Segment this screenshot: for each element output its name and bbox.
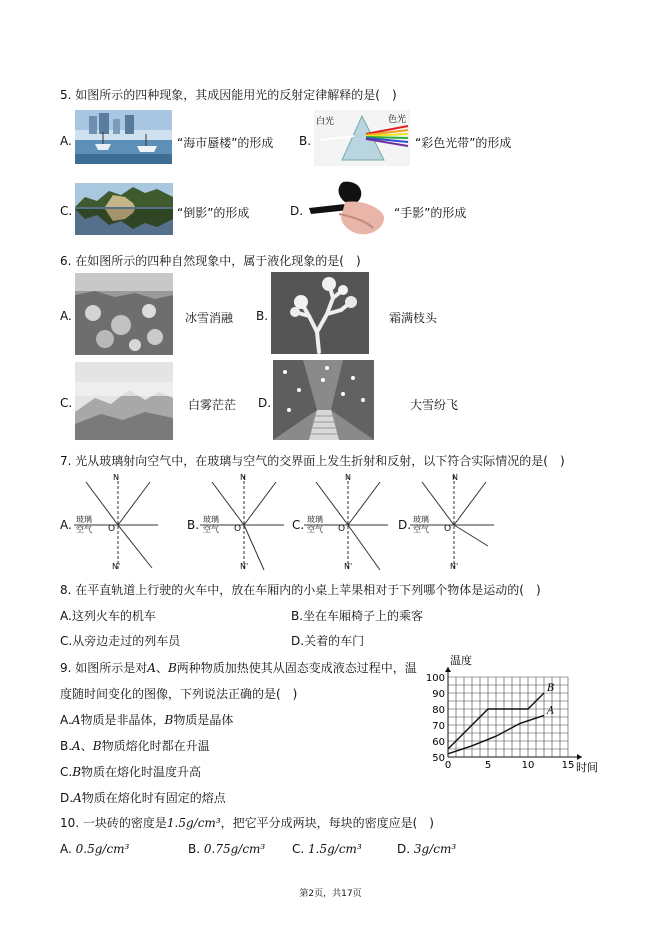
q8-option-c — [60, 632, 180, 649]
q10-c-letter: C. — [292, 842, 305, 856]
q9-d-var1: A — [73, 791, 82, 805]
q10-a-text: 0.5g/cm³ — [75, 842, 130, 856]
q7-b-n2-label: N' — [240, 562, 249, 571]
q6-option-a-text: 冰雪消融 — [185, 311, 234, 325]
q9-option-b — [60, 737, 210, 754]
q8-option-a-text: 这列火车的机车 — [71, 609, 156, 623]
q9-sep: 、 — [155, 661, 168, 675]
q7-d-n-label: N — [452, 473, 458, 482]
q10-a-letter: A. — [60, 842, 72, 856]
series-label-b: B — [547, 683, 555, 694]
q7-stem: 7. 光从玻璃射向空气中，在玻璃与空气的交界面上发生折射和反射，以下符合实际情况的是( ) — [60, 454, 565, 468]
q9-c-letter: C. — [60, 765, 73, 779]
q7-c-air-label: 空气 — [307, 525, 323, 534]
q6-option-c-letter: C. — [60, 396, 73, 410]
q5-stem: 5. 如图所示的四种现象，其成因能用光的反射定律解释的是( ) — [60, 88, 397, 102]
y-tick-label: 70 — [432, 721, 445, 732]
q9-b-t2: 物质熔化时都在升温 — [101, 739, 210, 753]
q8-option-d-letter: D. — [291, 634, 305, 648]
q9-option-a — [60, 711, 233, 728]
q9-var-b: B — [167, 661, 177, 675]
q9-stem-line1 — [60, 659, 417, 676]
x-tick-label: 5 — [484, 760, 492, 771]
q7-d-air-label: 空气 — [413, 525, 429, 534]
q10-stem-post: ，把它平分成两块，每块的密度应是( ) — [220, 816, 434, 830]
q7-c-o-label: O — [338, 524, 346, 534]
hand-shadow-image — [305, 178, 390, 240]
prism-image — [314, 110, 410, 166]
q7-a-glass-label: 玻璃 — [76, 515, 92, 524]
q9-b-t1: 、 — [80, 739, 93, 753]
q6-option-a-letter: A. — [60, 309, 72, 323]
q7-a-o-label: O — [108, 524, 116, 534]
series-label-a: A — [547, 705, 555, 717]
q8-option-d — [291, 632, 364, 649]
melting-ice-image — [75, 273, 173, 355]
reflection-image — [75, 183, 173, 235]
q10-b-letter: B. — [188, 842, 201, 856]
q9-a-t1: 物质是非晶体， — [80, 713, 165, 727]
snowfall-image — [273, 360, 374, 440]
q5-option-b-letter: B. — [299, 134, 312, 148]
q8-stem: 8. 在平直轨道上行驶的火车中，放在车厢内的小桌上苹果相对于下列哪个物体是运动的( ) — [60, 583, 541, 597]
q10-density: 1.5g/cm³ — [166, 816, 221, 830]
q7-option-b-letter: B. — [187, 518, 200, 532]
q9-a-t2: 物质是晶体 — [173, 713, 234, 727]
q5-option-d-text: “手影”的形成 — [394, 206, 467, 220]
q7-a-n-label: N — [113, 473, 119, 482]
y-axis-arrow — [445, 667, 451, 672]
q5-option-c-letter: C. — [60, 204, 73, 218]
mirage-image — [75, 110, 172, 164]
q10-d-text: 3g/cm³ — [413, 842, 457, 856]
q9-c-var1: B — [72, 765, 82, 779]
q9-var-a: A — [147, 661, 156, 675]
q10-option-a — [60, 842, 129, 856]
page-footer: 第2页，共17页 — [299, 889, 362, 899]
q7-a-air-label: 空气 — [76, 525, 92, 534]
q5-option-a-text: “海市蜃楼”的形成 — [177, 136, 274, 150]
q7-b-n-label: N — [240, 473, 246, 482]
q9-stem-pre: 9. 如图所示是对 — [60, 661, 148, 675]
q5-option-b-text: “彩色光带”的形成 — [415, 136, 512, 150]
q9-a-letter: A. — [60, 713, 72, 727]
q6-stem: 6. 在如图所示的四种自然现象中，属于液化现象的是( ) — [60, 254, 361, 268]
q9-c-t1: 物质在熔化时温度升高 — [81, 765, 202, 779]
q8-option-b-letter: B. — [291, 609, 304, 623]
q9-option-c — [60, 763, 201, 780]
q7-b-glass-label: 玻璃 — [203, 515, 219, 524]
y-tick-label: 60 — [432, 737, 445, 748]
q6-option-c-text: 白雾茫茫 — [188, 398, 237, 412]
q10-c-text: 1.5g/cm³ — [308, 842, 362, 856]
q9-a-var1: A — [71, 713, 81, 727]
q7-c-glass-label: 玻璃 — [307, 515, 323, 524]
y-tick-label: 80 — [432, 705, 445, 716]
white-light-label: 白光 — [316, 117, 335, 127]
fog-image — [75, 362, 173, 440]
q10-stem — [60, 814, 434, 831]
q7-b-o-label: O — [234, 524, 242, 534]
q10-option-c — [292, 842, 362, 856]
q5-option-a-letter: A. — [60, 134, 72, 148]
q8-option-c-text: 从旁边走过的列车员 — [72, 634, 181, 648]
q10-d-letter: D. — [397, 842, 411, 856]
q7-d-o-label: O — [444, 524, 452, 534]
q5-option-c-text: “倒影”的形成 — [177, 206, 250, 220]
q8-option-d-text: 关着的车门 — [304, 634, 365, 648]
q7-option-a-letter: A. — [60, 518, 72, 532]
x-tick-label: 15 — [561, 760, 575, 771]
q10-option-b — [188, 842, 265, 856]
q6-option-d-letter: D. — [258, 396, 272, 410]
q10-stem-pre: 10. 一块砖的密度是 — [60, 816, 167, 830]
q8-option-a-letter: A. — [60, 609, 72, 623]
q8-option-a — [60, 607, 156, 624]
x-tick-label: 10 — [521, 760, 535, 771]
x-axis-arrow — [577, 754, 582, 760]
q6-option-b-letter: B. — [256, 309, 269, 323]
q7-option-d-letter: D. — [398, 518, 412, 532]
q7-c-n-label: N — [345, 473, 351, 482]
q9-d-letter: D. — [60, 791, 74, 805]
q7-d-glass-label: 玻璃 — [413, 515, 429, 524]
q9-a-var2: B — [164, 713, 174, 727]
q8-option-c-letter: C. — [60, 634, 73, 648]
q5-option-d-letter: D. — [290, 204, 304, 218]
q9-b-letter: B. — [60, 739, 73, 753]
x-tick-label: 0 — [444, 760, 452, 771]
q7-c-n2-label: N' — [344, 562, 353, 571]
y-tick-label: 50 — [432, 753, 445, 764]
q7-option-c-letter: C. — [292, 518, 305, 532]
frost-branch-image — [271, 272, 369, 354]
y-tick-label: 90 — [432, 689, 445, 700]
q10-option-d — [397, 842, 456, 856]
q7-d-n2-label: N' — [450, 562, 459, 571]
q9-d-t1: 物质在熔化时有固定的熔点 — [81, 791, 226, 805]
q9-stem-post: 两种物质加热使其从固态变成液态过程中，温 — [176, 661, 417, 675]
q7-a-n2-label: N' — [112, 562, 121, 571]
temperature-time-chart — [420, 655, 610, 775]
q6-option-b-text: 霜满枝头 — [389, 311, 438, 325]
q9-stem-line2: 度随时间变化的图像，下列说法正确的是( ) — [60, 687, 298, 701]
q9-b-var2: B — [92, 739, 102, 753]
q9-option-d — [60, 789, 226, 806]
q7-b-air-label: 空气 — [203, 525, 219, 534]
q10-b-text: 0.75g/cm³ — [203, 842, 266, 856]
x-axis-label: 时间 — [576, 761, 598, 774]
q6-option-d-text: 大雪纷飞 — [410, 398, 459, 412]
q8-option-b — [291, 607, 423, 624]
y-axis-label: 温度 — [450, 655, 472, 667]
q8-option-b-text: 坐在车厢椅子上的乘客 — [303, 609, 424, 623]
color-light-label: 色光 — [388, 115, 407, 125]
q9-b-var1: A — [72, 739, 81, 753]
y-tick-label: 100 — [425, 673, 445, 684]
